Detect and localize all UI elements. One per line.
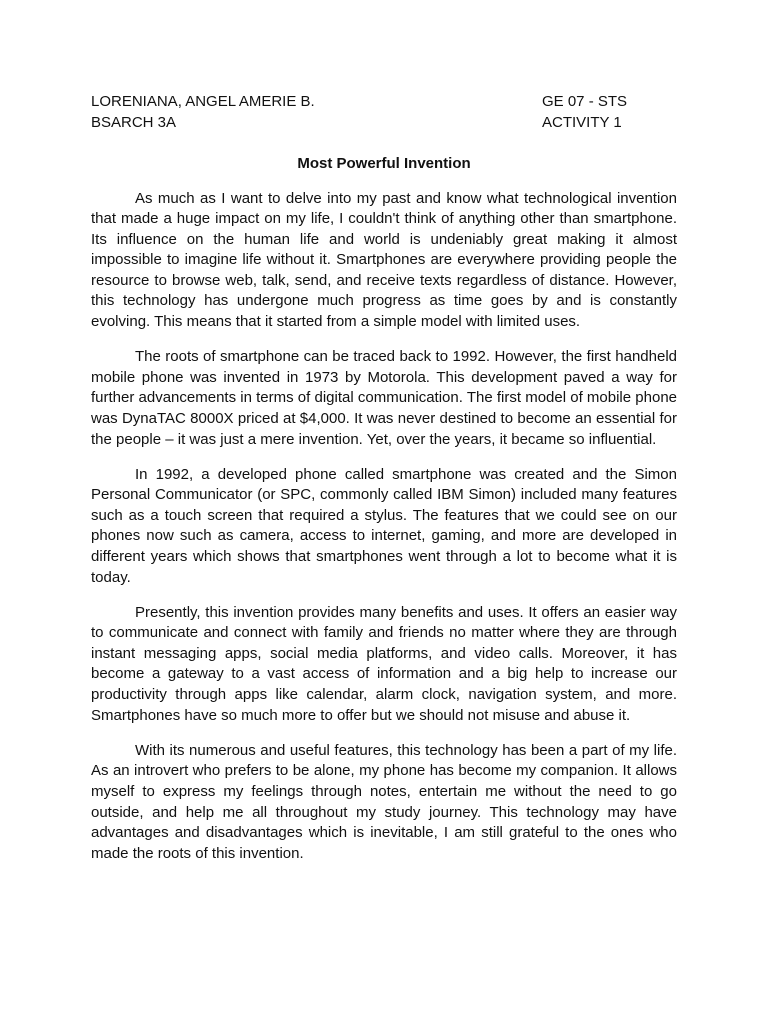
paragraph-2: The roots of smartphone can be traced back to 1992. However, the first handheld mobile phone was invented in 1973 by Motorola. This development paved a way for further advancements in terms of digital communication. The first model of mobile phone was DynaTAC 8000X priced at $4,000. It was never destined to become an essential for the people – it was just a mere invention. Yet, over the years, it became so influential. (91, 348, 677, 448)
paragraph-3: In 1992, a developed phone called smartphone was created and the Simon Personal Communicator (or SPC, commonly called IBM Simon) included many features such as a touch screen that required a stylus. The features that we could see on our phones now such as camera, access to internet, gaming, and more are developed in different years which shows that smartphones went through a lot to become what it is today. (91, 465, 677, 586)
paragraph-5: With its numerous and useful features, this technology has been a part of my life. As an introvert who prefers to be alone, my phone has become my companion. It allows myself to express my feelings through notes, entertain me without the need to go outside, and help me all throughout my study journey. This technology may have advantages and disadvantages which is inevitable, I am still grateful to the ones who made the roots of this invention. (91, 741, 677, 862)
student-section: BSARCH 3A (91, 113, 177, 131)
document-header (91, 92, 677, 133)
paragraph-4: Presently, this invention provides many benefits and uses. It offers an easier way to communicate and connect with family and friends no matter where they are through instant messaging apps, social media platforms, and video calls. Moreover, it has become a gateway to a vast access of information and a big help to increase our productivity through apps like calendar, alarm clock, navigation system, and more. Smartphones have so much more to offer but we should not misuse and abuse it. (91, 603, 677, 724)
student-name: LORENIANA, ANGEL AMERIE B. (91, 93, 315, 110)
course-code: GE 07 - STS (542, 93, 628, 110)
activity-label: ACTIVITY 1 (542, 113, 622, 131)
document-page (91, 92, 677, 879)
document-title: Most Powerful Invention (297, 155, 471, 172)
paragraph-1: As much as I want to delve into my past and know what technological invention that made a huge impact on my life, I couldn't think of anything other than smartphone. Its influence on the human life and world is undeniably great making it almost impossible to imagine life without it. Smartphones are everywhere providing people the resource to browse web, talk, send, and receive texts regardless of distance. However, this technology has undergone much progress as time goes by and is constantly evolving. This means that it started from a simple model with limited uses. (91, 189, 677, 331)
document-body (91, 189, 677, 865)
